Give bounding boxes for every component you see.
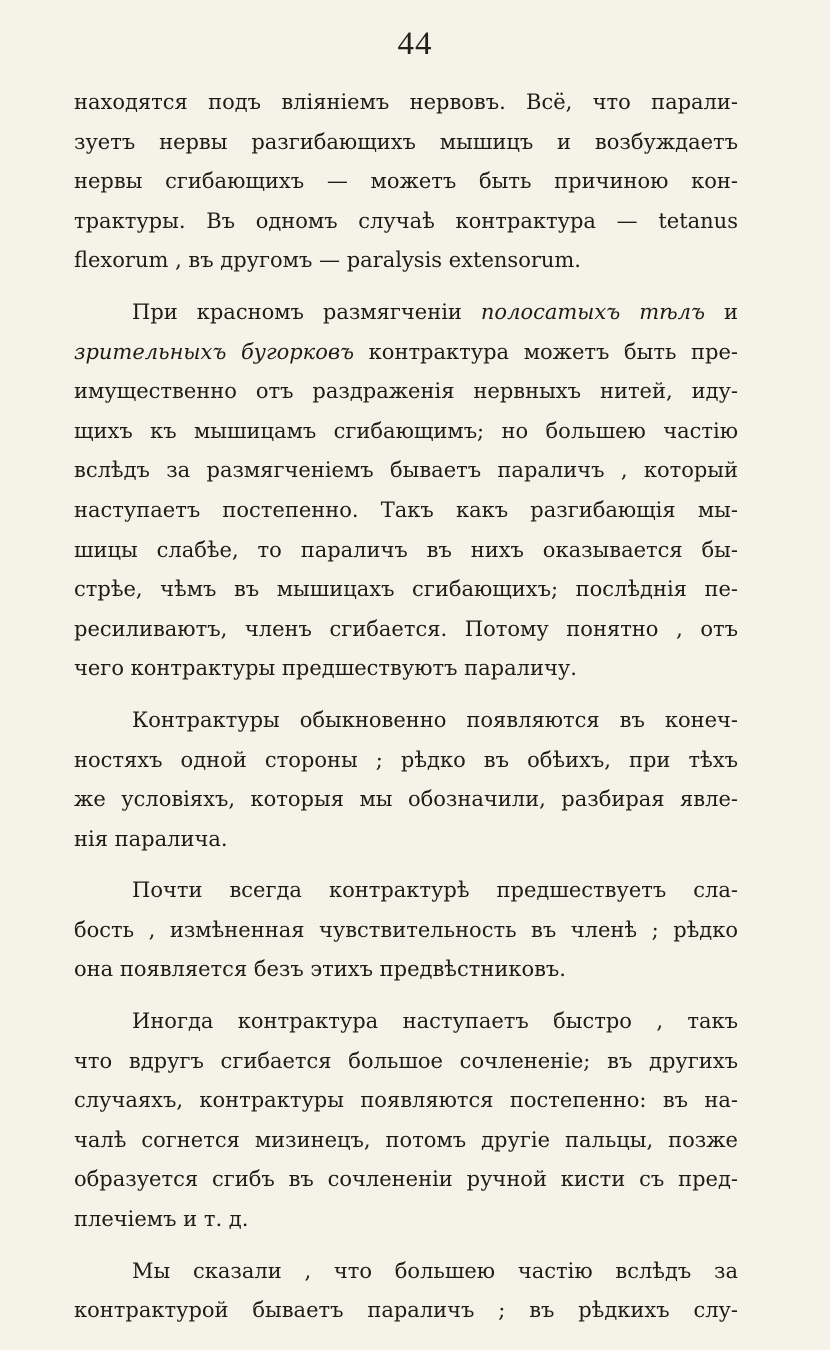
- text-line: flexorum , въ другомъ — paralysis extensorum.: [74, 248, 581, 273]
- paragraph-gap: [74, 990, 738, 1002]
- paragraph: [74, 1002, 738, 1240]
- text-line: она появляется безъ этихъ предвѣстниковъ.: [74, 957, 566, 982]
- paragraph: [74, 871, 738, 990]
- paragraph: [74, 293, 738, 689]
- paragraph: [74, 1252, 738, 1331]
- text-line: щихъ къ мышицамъ сгибающимъ; но большею частію: [74, 418, 738, 443]
- text-line: плечіемъ и т. д.: [74, 1207, 249, 1232]
- text-line: Почти всегда контрактурѣ предшествуетъ сла-: [132, 878, 738, 903]
- italic-term: полосатыхъ тѣлъ: [480, 299, 706, 324]
- text-line: находятся подъ вліяніемъ нервовъ. Всё, что парали-: [74, 90, 738, 114]
- text-line: чего контрактуры предшествуютъ параличу.: [74, 656, 577, 681]
- text-line: чалѣ согнется мизинецъ, потомъ другіе пальцы, позже: [74, 1127, 738, 1152]
- text-line: трактуры. Въ одномъ случаѣ контрактура — tetanus: [74, 208, 738, 233]
- paragraph-gap: [74, 689, 738, 701]
- text-line: же условіяхъ, которыя мы обозначили, разбирая явле-: [74, 787, 738, 812]
- text-line: ностяхъ одной стороны ; рѣдко въ обѣихъ, при тѣхъ: [74, 747, 738, 772]
- text-line: контрактурой бываетъ параличъ ; въ рѣдкихъ слу-: [74, 1298, 738, 1323]
- text-line: Иногда контрактура наступаетъ быстро , такъ: [132, 1009, 738, 1034]
- text-line: зуетъ нервы разгибающихъ мышицъ и возбуждаетъ: [74, 129, 738, 154]
- text-line: При красномъ размягченіи полосатыхъ тѣлъ и: [132, 299, 738, 324]
- text-line: Мы сказали , что большею частію вслѣдъ за: [132, 1258, 738, 1283]
- text-line: нервы сгибающихъ — можетъ быть причиною кон-: [74, 169, 738, 194]
- text-line: зрительныхъ бугорковъ контрактура можетъ быть пре-: [74, 339, 738, 364]
- paragraph-gap: [74, 859, 738, 871]
- text-line: что вдругъ сгибается большое сочлененіе; въ другихъ: [74, 1048, 738, 1073]
- text-line: вслѣдъ за размягченіемъ бываетъ параличъ , который: [74, 458, 738, 483]
- text-line: ресиливаютъ, членъ сгибается. Потому понятно , отъ: [74, 616, 738, 641]
- italic-term: зрительныхъ бугорковъ: [74, 339, 355, 364]
- page-number: 44: [397, 26, 433, 62]
- text-line: образуется сгибъ въ сочлененіи ручной кисти съ пред-: [74, 1167, 738, 1192]
- paragraph: [74, 83, 738, 281]
- body-text: [74, 83, 738, 1331]
- paragraph-gap: [74, 281, 738, 293]
- text-line: случаяхъ, контрактуры появляются постепенно: въ на-: [74, 1088, 738, 1113]
- paragraph: [74, 701, 738, 859]
- text-line: нія паралича.: [74, 826, 228, 851]
- text-line: стрѣе, чѣмъ въ мышицахъ сгибающихъ; послѣднія пе-: [74, 577, 738, 602]
- text-line: наступаетъ постепенно. Такъ какъ разгибающія мы-: [74, 497, 738, 522]
- text-line: шицы слабѣе, то параличъ въ нихъ оказывается бы-: [74, 537, 738, 562]
- paragraph-gap: [74, 1240, 738, 1252]
- text-line: Контрактуры обыкновенно появляются въ конеч-: [132, 707, 738, 732]
- text-line: бость , измѣненная чувствительность въ членѣ ; рѣдко: [74, 917, 738, 942]
- text-line: имущественно отъ раздраженія нервныхъ нитей, иду-: [74, 379, 738, 404]
